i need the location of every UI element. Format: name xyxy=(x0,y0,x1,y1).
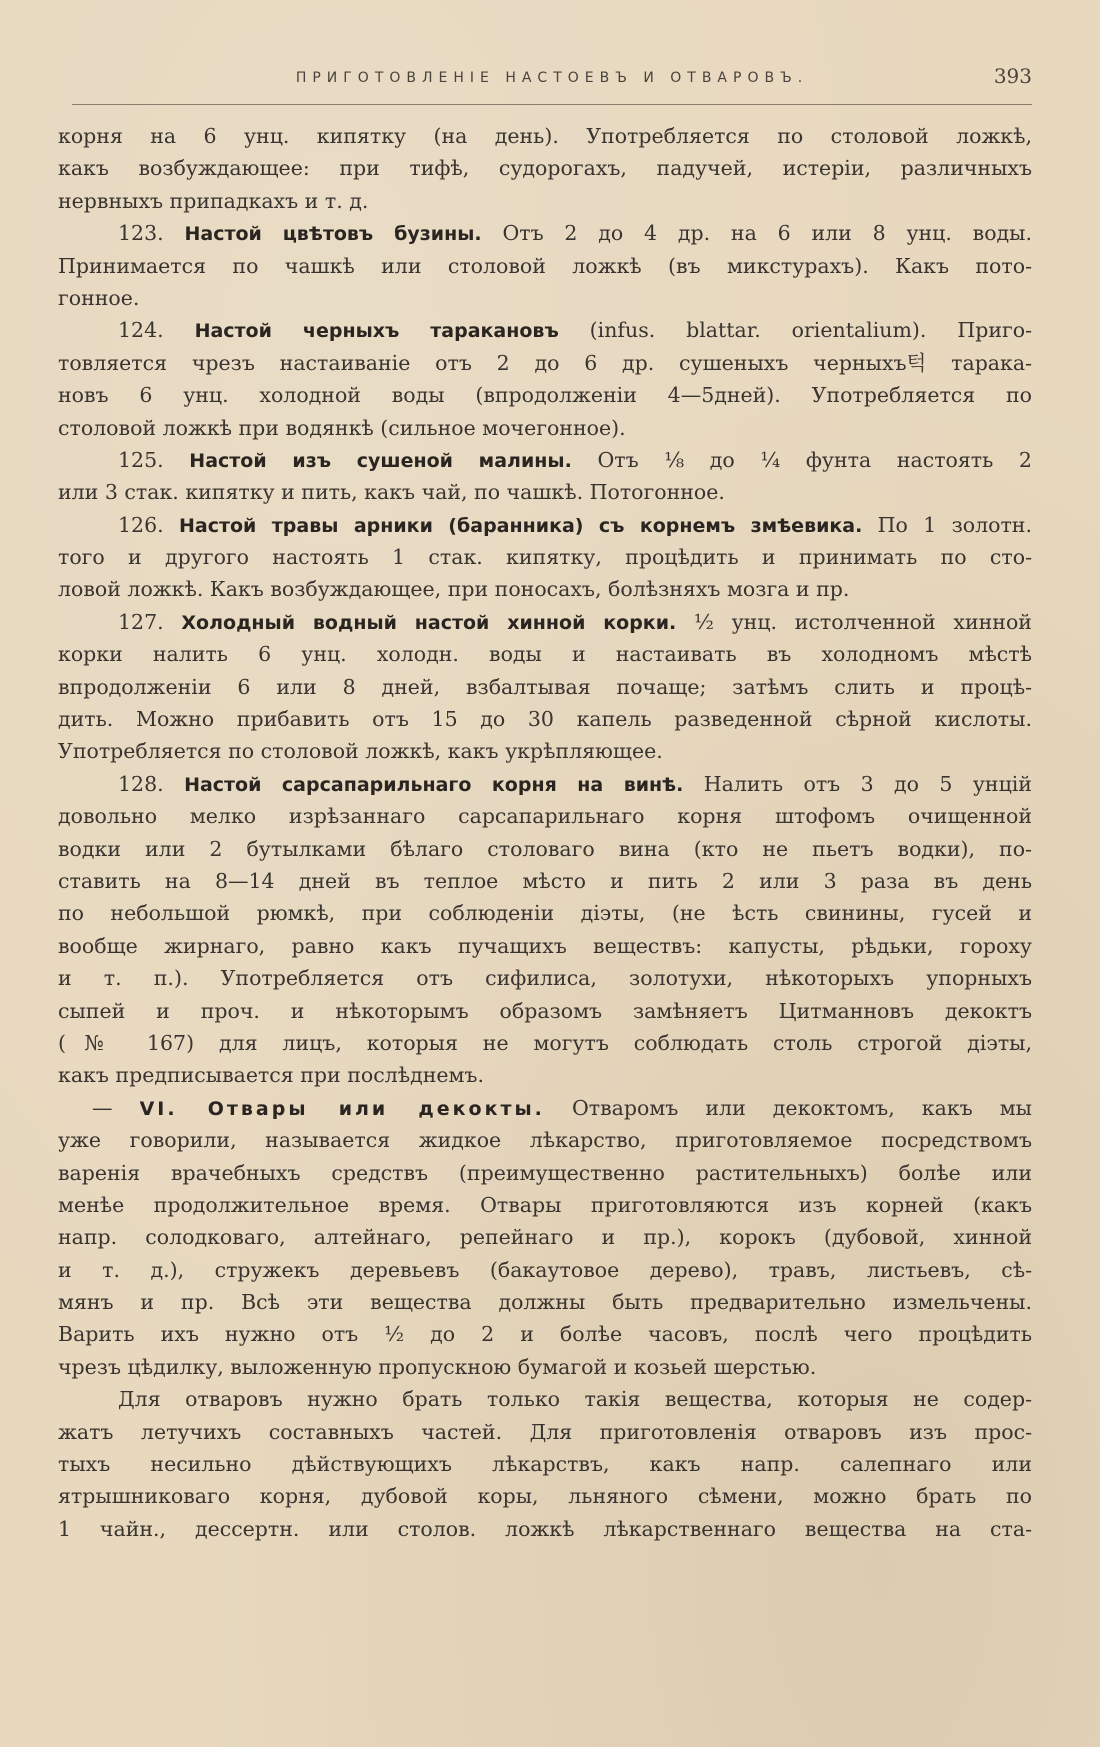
text-line xyxy=(58,897,1032,929)
line-text: Налить отъ 3 до 5 унцій xyxy=(703,771,1032,796)
entry-number: 123. xyxy=(118,221,164,246)
entry-number: 127. xyxy=(118,609,164,634)
text-line xyxy=(58,1027,1032,1059)
text-line xyxy=(58,638,1032,670)
line-text: Отваромъ или декоктомъ, какъ мы xyxy=(571,1095,1032,1120)
line-text: жатъ летучихъ составныхъ частей. Для приготовленія отваровъ изъ прос- xyxy=(58,1419,1032,1444)
line-text: довольно мелко изрѣзаннаго сарсапарильнаго корня штофомъ очищенной xyxy=(58,804,1032,829)
line-text: ятрышниковаго корня, дубовой коры, льняного сѣмени, можно брать по xyxy=(58,1484,1032,1509)
line-text: Для отваровъ нужно брать только такія вещества, которыя не содер- xyxy=(118,1387,1032,1412)
line-text: и т. п.). Употребляется отъ сифилиса, золотухи, нѣкоторыхъ упорныхъ xyxy=(58,966,1032,991)
text-line xyxy=(58,120,1032,152)
line-text: чрезъ цѣдилку, выложенную пропускною бумагой и козьей шерстью. xyxy=(58,1354,817,1379)
line-text: Употребляется по столовой ложкѣ, какъ укрѣпляющее. xyxy=(58,739,663,764)
text-line xyxy=(58,152,1032,184)
text-line xyxy=(58,1157,1032,1189)
entry-heading-line xyxy=(58,606,1032,638)
entry-title: Настой травы арники (баранника) съ корнемъ змѣевика. xyxy=(178,514,863,537)
entry-heading-line xyxy=(58,314,1032,346)
text-line xyxy=(58,671,1032,703)
line-text: сыпей и проч. и нѣкоторымъ образомъ замѣняетъ Цитманновъ декоктъ xyxy=(58,998,1032,1023)
line-text: 1 чайн., дессертн. или столов. ложкѣ лѣкарственнаго вещества на ста- xyxy=(58,1516,1032,1541)
text-line xyxy=(58,1254,1032,1286)
entry-title: Настой черныхъ таракановъ xyxy=(194,320,559,343)
text-line xyxy=(58,573,1032,605)
line-text: Отъ 2 до 4 др. на 6 или 8 унц. воды. xyxy=(502,221,1032,246)
line-text: уже говорили, называется жидкое лѣкарство, приготовляемое посредствомъ xyxy=(58,1128,1032,1153)
running-head xyxy=(72,64,1032,94)
text-line xyxy=(58,282,1032,314)
entry-heading-line xyxy=(58,444,1032,476)
text-line xyxy=(58,1448,1032,1480)
line-text: и т. д.), стружекъ деревьевъ (бакаутовое дерево), травъ, листьевъ, сѣ- xyxy=(58,1257,1032,1282)
text-line xyxy=(58,833,1032,865)
line-text: того и другого настоять 1 стак. кипятку, процѣдить и принимать по сто- xyxy=(58,545,1032,570)
line-text: какъ возбуждающее: при тифѣ, судорогахъ, падучей, истеріи, различныхъ xyxy=(58,156,1032,181)
line-text: тыхъ несильно дѣйствующихъ лѣкарствъ, какъ напр. салепнаго или xyxy=(58,1452,1032,1477)
text-line xyxy=(58,1416,1032,1448)
line-text: Отъ ⅛ до ¼ фунта настоять 2 xyxy=(597,447,1032,472)
line-text: столовой ложкѣ при водянкѣ (сильное мочегонное). xyxy=(58,415,626,440)
text-line xyxy=(58,1318,1032,1350)
text-line xyxy=(58,1124,1032,1156)
line-text: напр. солодковаго, алтейнаго, репейнаго и пр.), корокъ (дубовой, хинной xyxy=(58,1225,1032,1250)
text-line xyxy=(58,1221,1032,1253)
text-line xyxy=(58,930,1032,962)
text-body xyxy=(58,120,1032,1545)
entry-heading-line xyxy=(58,217,1032,249)
text-line xyxy=(58,541,1032,573)
text-line xyxy=(58,1059,1032,1091)
text-line xyxy=(58,379,1032,411)
text-line xyxy=(58,1513,1032,1545)
entry-title: Настой изъ сушеной малины. xyxy=(189,449,572,472)
text-line xyxy=(58,800,1032,832)
line-text: нервныхъ припадкахъ и т. д. xyxy=(58,188,369,213)
line-text: новъ 6 унц. холодной воды (впродолженіи 4—5дней). Употребляется по xyxy=(58,383,1032,408)
entry-title: Настой цвѣтовъ бузины. xyxy=(184,223,482,246)
line-text: или 3 стак. кипятку и пить, какъ чай, по чашкѣ. Потогонное. xyxy=(58,480,725,505)
text-line xyxy=(58,962,1032,994)
text-line xyxy=(58,412,1032,444)
line-text: корки налить 6 унц. холодн. воды и настаивать въ холодномъ мѣстѣ xyxy=(58,642,1032,667)
entry-heading-line xyxy=(58,509,1032,541)
line-text: мянъ и пр. Всѣ эти вещества должны быть предварительно измельчены. xyxy=(58,1290,1032,1315)
line-text: вообще жирнаго, равно какъ пучащихъ веществъ: капусты, рѣдьки, гороху xyxy=(58,933,1032,958)
entry-number: 128. xyxy=(118,771,164,796)
line-text: ½ унц. истолченной хинной xyxy=(693,609,1032,634)
entry-title: Холодный водный настой хинной корки. xyxy=(181,611,677,634)
header-rule xyxy=(72,104,1032,105)
entry-number: — xyxy=(92,1095,113,1120)
text-line xyxy=(58,735,1032,767)
line-text: впродолженіи 6 или 8 дней, взбалтывая почаще; затѣмъ слить и процѣ- xyxy=(58,674,1032,699)
entry-title: VI. Отвары или декокты. xyxy=(139,1097,545,1120)
line-text: гонное. xyxy=(58,285,140,310)
line-text: По 1 золотн. xyxy=(877,512,1032,537)
page-number: 393 xyxy=(993,64,1032,88)
text-line xyxy=(58,995,1032,1027)
line-text: водки или 2 бутылками бѣлаго столоваго вина (кто не пьетъ водки), по- xyxy=(58,836,1032,861)
line-text: дить. Можно прибавить отъ 15 до 30 капель разведенной сѣрной кислоты. xyxy=(58,707,1032,732)
line-text: Варить ихъ нужно отъ ½ до 2 и болѣе часовъ, послѣ чего процѣдить xyxy=(58,1322,1032,1347)
text-line xyxy=(58,865,1032,897)
line-text: товляется чрезъ настаиваніе отъ 2 до 6 др. сушеныхъ черныхъ턱 тарака- xyxy=(58,350,1032,375)
text-line xyxy=(58,476,1032,508)
line-text: по небольшой рюмкѣ, при соблюденіи діэты, (не ѣсть свинины, гусей и xyxy=(58,901,1032,926)
line-text: (№ 167) для лицъ, которыя не могутъ соблюдать столь строгой діэты, xyxy=(58,1030,1032,1055)
running-title: ПРИГОТОВЛЕНІЕ НАСТОЕВЪ И ОТВАРОВЪ. xyxy=(295,70,809,86)
line-text: какъ предписывается при послѣднемъ. xyxy=(58,1063,484,1088)
text-line xyxy=(58,1480,1032,1512)
entry-heading-line xyxy=(58,768,1032,800)
text-line xyxy=(58,1383,1032,1415)
line-text: корня на 6 унц. кипятку (на день). Употребляется по столовой ложкѣ, xyxy=(58,124,1032,148)
line-text: (infus. blattar. orientalium). Приго- xyxy=(589,318,1032,343)
line-text: Принимается по чашкѣ или столовой ложкѣ (въ микстурахъ). Какъ пото- xyxy=(58,253,1032,278)
line-text: менѣе продолжительное время. Отвары приготовляются изъ корней (какъ xyxy=(58,1192,1032,1217)
line-text: ставить на 8—14 дней въ теплое мѣсто и пить 2 или 3 раза въ день xyxy=(58,868,1032,893)
entry-number: 126. xyxy=(118,512,164,537)
line-text: ловой ложкѣ. Какъ возбуждающее, при поносахъ, болѣзняхъ мозга и пр. xyxy=(58,577,850,602)
text-line xyxy=(58,703,1032,735)
text-line xyxy=(58,1351,1032,1383)
text-line xyxy=(58,185,1032,217)
entry-number: 124. xyxy=(118,318,164,343)
line-text: варенія врачебныхъ средствъ (преимущественно растительныхъ) болѣе или xyxy=(58,1160,1032,1185)
entry-title: Настой сарсапарильнаго корня на винѣ. xyxy=(184,773,684,796)
text-line xyxy=(58,347,1032,379)
text-line xyxy=(58,1189,1032,1221)
text-line xyxy=(58,250,1032,282)
entry-number: 125. xyxy=(118,447,164,472)
text-line xyxy=(58,1286,1032,1318)
section-heading-line xyxy=(58,1092,1032,1124)
